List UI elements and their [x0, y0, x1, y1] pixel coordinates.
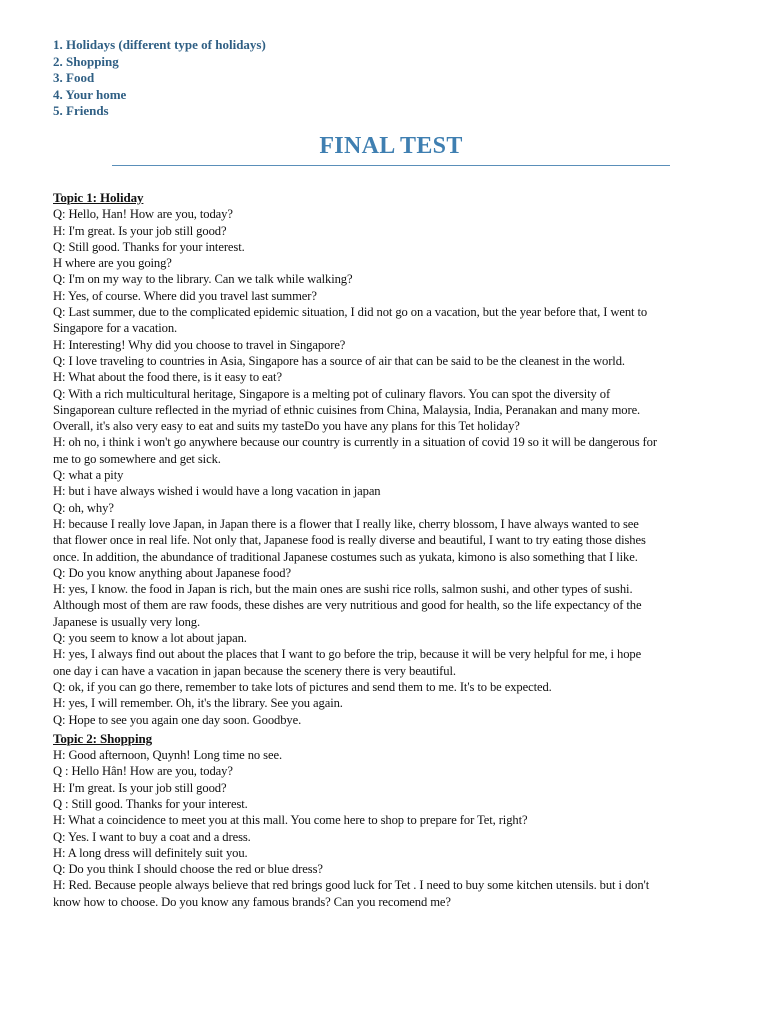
dialogue-line: H: but i have always wished i would have a long vacation in japan: [53, 484, 381, 499]
dialogue-line: H: oh no, i think i won't go anywhere because our country is currently in a situation of covid 19 so it will be dangerous for: [53, 435, 657, 450]
dialogue-line: H: yes, I always find out about the places that I want to go before the trip, because it will be very helpful for me, i hope: [53, 647, 642, 662]
dialogue-line: know how to choose. Do you know any famous brands? Can you recomend me?: [53, 894, 451, 909]
dialogue-line: Q: you seem to know a lot about japan.: [53, 631, 247, 646]
dialogue-line: Although most of them are raw foods, these dishes are very nutritious and good for health, so the life expectancy of the: [53, 598, 642, 613]
topic-list-item: 5. Friends: [53, 103, 109, 118]
page-title: FINAL TEST: [319, 133, 463, 159]
dialogue-line: H: What about the food there, is it easy to eat?: [53, 370, 282, 385]
dialogue-line: Q: Last summer, due to the complicated epidemic situation, I did not go on a vacation, but the year before that, I went to: [53, 305, 648, 320]
dialogue-line: Q: I'm on my way to the library. Can we talk while walking?: [53, 272, 353, 287]
dialogue-line: one day i can have a vacation in japan because the scenery there is very beautiful.: [53, 663, 456, 678]
dialogue-line: H: A long dress will definitely suit you.: [53, 845, 248, 860]
dialogue-line: me to go somewhere and get sick.: [53, 451, 221, 466]
dialogue-line: H: I'm great. Is your job still good?: [53, 223, 227, 238]
dialogue-line: Q: Still good. Thanks for your interest.: [53, 239, 245, 254]
dialogue-line: H: yes, I will remember. Oh, it's the library. See you again.: [53, 696, 343, 711]
dialogue-line: Singaporean culture reflected in the myriad of ethnic cuisines from China, Malaysia, India, Peranakan and many more.: [53, 402, 641, 417]
dialogue-line: Q: With a rich multicultural heritage, Singapore is a melting pot of culinary flavors. You can spot the diversity of: [53, 386, 611, 401]
topic-2-dialogue: [53, 747, 738, 910]
dialogue-line: H: Good afternoon, Quynh! Long time no see.: [53, 748, 282, 763]
dialogue-line: Overall, it's also very easy to eat and suits my tasteDo you have any plans for this Tet holiday?: [53, 419, 520, 434]
topic-list-item: 1. Holidays (different type of holidays): [53, 37, 266, 52]
topic-list-item: 4. Your home: [53, 86, 127, 102]
dialogue-line: H: Red. Because people always believe that red brings good luck for Tet . I need to buy some kitchen utensils. but i don't: [53, 878, 650, 893]
dialogue-line: Q: ok, if you can go there, remember to take lots of pictures and send them to me. It's to be expected.: [53, 679, 552, 694]
dialogue-line: Q: Hello, Han! How are you, today?: [53, 207, 233, 222]
dialogue-line: that flower once in real life. Not only that, Japanese food is really diverse and beautiful, I want to try eating those dishes: [53, 533, 646, 548]
document-body: [53, 190, 738, 910]
dialogue-line: Q : Still good. Thanks for your interest.: [53, 796, 248, 811]
dialogue-line: Q: what a pity: [53, 468, 124, 483]
dialogue-line: Q: Yes. I want to buy a coat and a dress.: [53, 829, 251, 844]
dialogue-line: Singapore for a vacation.: [53, 321, 178, 336]
dialogue-line: Q: Hope to see you again one day soon. Goodbye.: [53, 712, 302, 727]
topic-list: [53, 37, 266, 120]
dialogue-line: Q : Hello Hân! How are you, today?: [53, 764, 233, 779]
dialogue-line: H: because I really love Japan, in Japan there is a flower that I really like, cherry blossom, I have always wanted to see: [53, 516, 639, 531]
topic-2-heading: Topic 2: Shopping: [53, 730, 152, 746]
dialogue-line: Q: Do you know anything about Japanese food?: [53, 565, 291, 580]
dialogue-line: H where are you going?: [53, 256, 172, 271]
topic-1-heading: Topic 1: Holiday: [53, 190, 144, 205]
topic-list-item: 2. Shopping: [53, 53, 119, 69]
dialogue-line: Q: I love traveling to countries in Asia, Singapore has a source of air that can be said to be the cleanest in the world.: [53, 353, 625, 368]
dialogue-line: H: I'm great. Is your job still good?: [53, 780, 227, 795]
title-divider: [112, 165, 670, 166]
dialogue-line: H: yes, I know. the food in Japan is rich, but the main ones are sushi rice rolls, salmon sushi, and other types of sushi.: [53, 582, 633, 597]
dialogue-line: Q: Do you think I should choose the red or blue dress?: [53, 862, 323, 877]
dialogue-line: once. In addition, the abundance of traditional Japanese costumes such as yukata, kimono is also something that I like.: [53, 549, 638, 564]
topic-list-item: 3. Food: [53, 70, 95, 85]
dialogue-line: H: Yes, of course. Where did you travel last summer?: [53, 288, 317, 303]
dialogue-line: Japanese is usually very long.: [53, 614, 201, 629]
topic-1-dialogue: [53, 206, 738, 728]
dialogue-line: Q: oh, why?: [53, 500, 114, 515]
dialogue-line: H: What a coincidence to meet you at this mall. You come here to shop to prepare for Tet, right?: [53, 813, 528, 828]
dialogue-line: H: Interesting! Why did you choose to travel in Singapore?: [53, 337, 346, 352]
